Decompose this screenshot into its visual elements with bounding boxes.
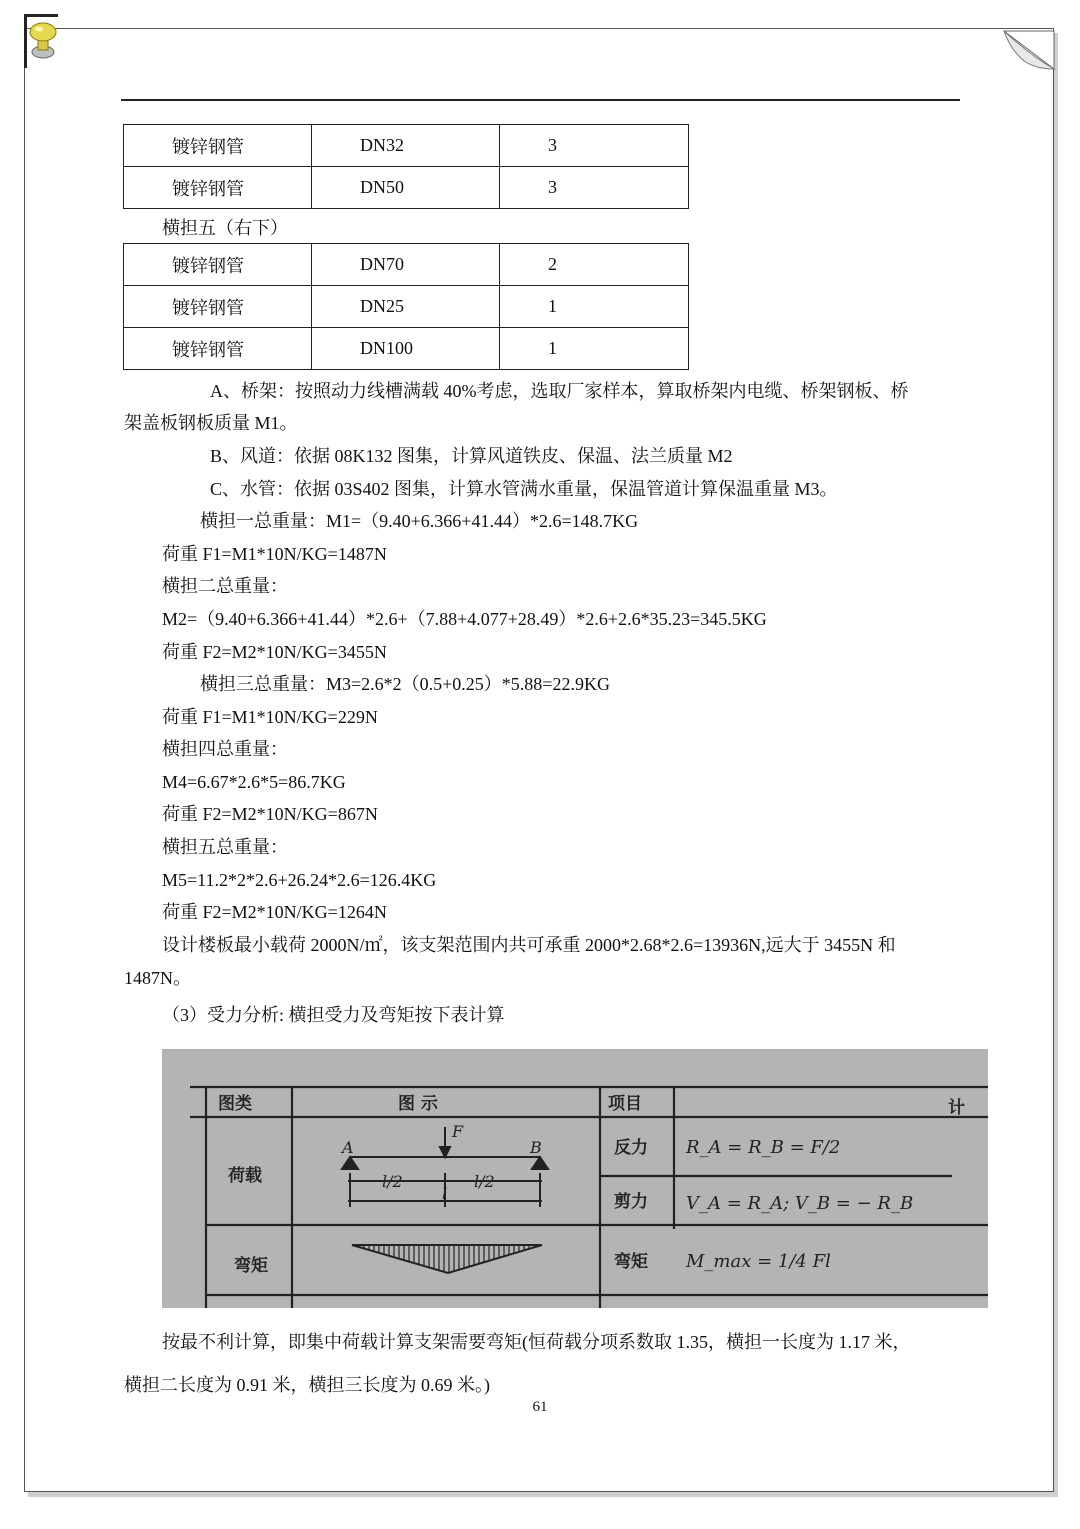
paragraph-c: C、水管：依据 03S402 图集，计算水管满水重量，保温管道计算保温重量 M3。 [210,479,838,499]
page-curl-icon [1000,29,1056,73]
table-cell: 1 [500,328,689,370]
calc-line: M2=（9.40+6.366+41.44）*2.6+（7.88+4.077+28.49）*2.6+2.6*35.23=345.5KG [162,609,767,629]
calc-line: M4=6.67*2.6*5=86.7KG [162,772,346,792]
calc-line: 横担四总重量： [162,739,288,759]
paragraph-b: B、风道：依据 08K132 图集，计算风道铁皮、保温、法兰质量 M2 [210,446,733,466]
table-row [124,167,689,209]
table-row [124,125,689,167]
table-row [124,244,689,286]
label-b: B [530,1138,542,1157]
fig-item-moment: 弯矩 [614,1252,648,1272]
page-number: 61 [532,1399,548,1415]
calc-line: 荷重 F1=M1*10N/KG=229N [162,707,378,727]
pipe-table-2 [123,243,689,370]
label-a: A [342,1138,354,1157]
label-half-left: l/2 [382,1172,403,1191]
fig-header-calc: 计 [948,1098,965,1118]
table-cell: 镀锌钢管 [124,125,312,167]
paragraph-a-line1: A、桥架：按照动力线槽满载 40%考虑，选取厂家样本，算取桥架内电缆、桥架钢板、桥 [210,381,909,401]
paragraph-a-line2: 架盖板钢板质量 M1。 [124,413,298,433]
paragraph-design-load-line1: 设计楼板最小载荷 2000N/㎡，该支架范围内共可承重 2000*2.68*2.6=13936N,远大于 3455N 和 [162,935,896,955]
header-rule [121,99,960,101]
table-cell: 3 [500,125,689,167]
table-cell: DN25 [312,286,500,328]
section-heading: （3）受力分析: 横担受力及弯矩按下表计算 [162,1005,505,1025]
label-span: l [442,1184,448,1203]
table-caption: 横担五（右下） [162,218,288,238]
paragraph-design-load-line2: 1487N。 [124,968,191,988]
calc-line: M5=11.2*2*2.6+26.24*2.6=126.4KG [162,870,437,890]
fig-item-shear: 剪力 [614,1192,648,1212]
beam-load-figure [162,1049,988,1308]
pushpin-icon [22,12,62,70]
label-f: F [452,1122,464,1141]
eq-reaction: R_A = R_B = F/2 [686,1137,841,1158]
table-row [124,328,689,370]
table-cell: DN70 [312,244,500,286]
eq-moment: M_max = 1/4 Fl [686,1251,831,1272]
calc-line: 荷重 F2=M2*10N/KG=1264N [162,902,387,922]
fig-header-figure: 图 示 [398,1094,438,1114]
table-row [124,286,689,328]
calc-line: 横担二总重量： [162,576,288,596]
table-cell: 2 [500,244,689,286]
calc-line: 荷重 F1=M1*10N/KG=1487N [162,544,387,564]
calc-line: 横担三总重量：M3=2.6*2（0.5+0.25）*5.88=22.9KG [200,674,610,694]
conclusion-line2: 横担二长度为 0.91 米，横担三长度为 0.69 米。) [124,1375,490,1395]
fig-header-item: 项目 [608,1094,642,1114]
calc-line: 荷重 F2=M2*10N/KG=3455N [162,642,387,662]
eq-shear: V_A = R_A; V_B = − R_B [686,1193,914,1214]
fig-row-moment: 弯矩 [234,1256,268,1276]
table-cell: 镀锌钢管 [124,167,312,209]
label-half-right: l/2 [474,1172,495,1191]
fig-header-type: 图类 [218,1094,252,1114]
table-cell: DN32 [312,125,500,167]
calc-line: 荷重 F2=M2*10N/KG=867N [162,804,378,824]
fig-row-load: 荷载 [228,1166,262,1186]
table-cell: DN50 [312,167,500,209]
calc-line: 横担一总重量：M1=（9.40+6.366+41.44）*2.6=148.7KG [200,511,639,531]
calc-line: 横担五总重量： [162,837,288,857]
conclusion-line1: 按最不利计算，即集中荷载计算支架需要弯矩(恒荷载分项系数取 1.35，横担一长度为 1.17 米， [162,1332,911,1352]
table-cell: 3 [500,167,689,209]
table-cell: 镀锌钢管 [124,244,312,286]
fig-item-reaction: 反力 [614,1138,648,1158]
table-cell: 镀锌钢管 [124,328,312,370]
table-cell: 镀锌钢管 [124,286,312,328]
pipe-table-1 [123,124,689,209]
table-cell: DN100 [312,328,500,370]
table-cell: 1 [500,286,689,328]
